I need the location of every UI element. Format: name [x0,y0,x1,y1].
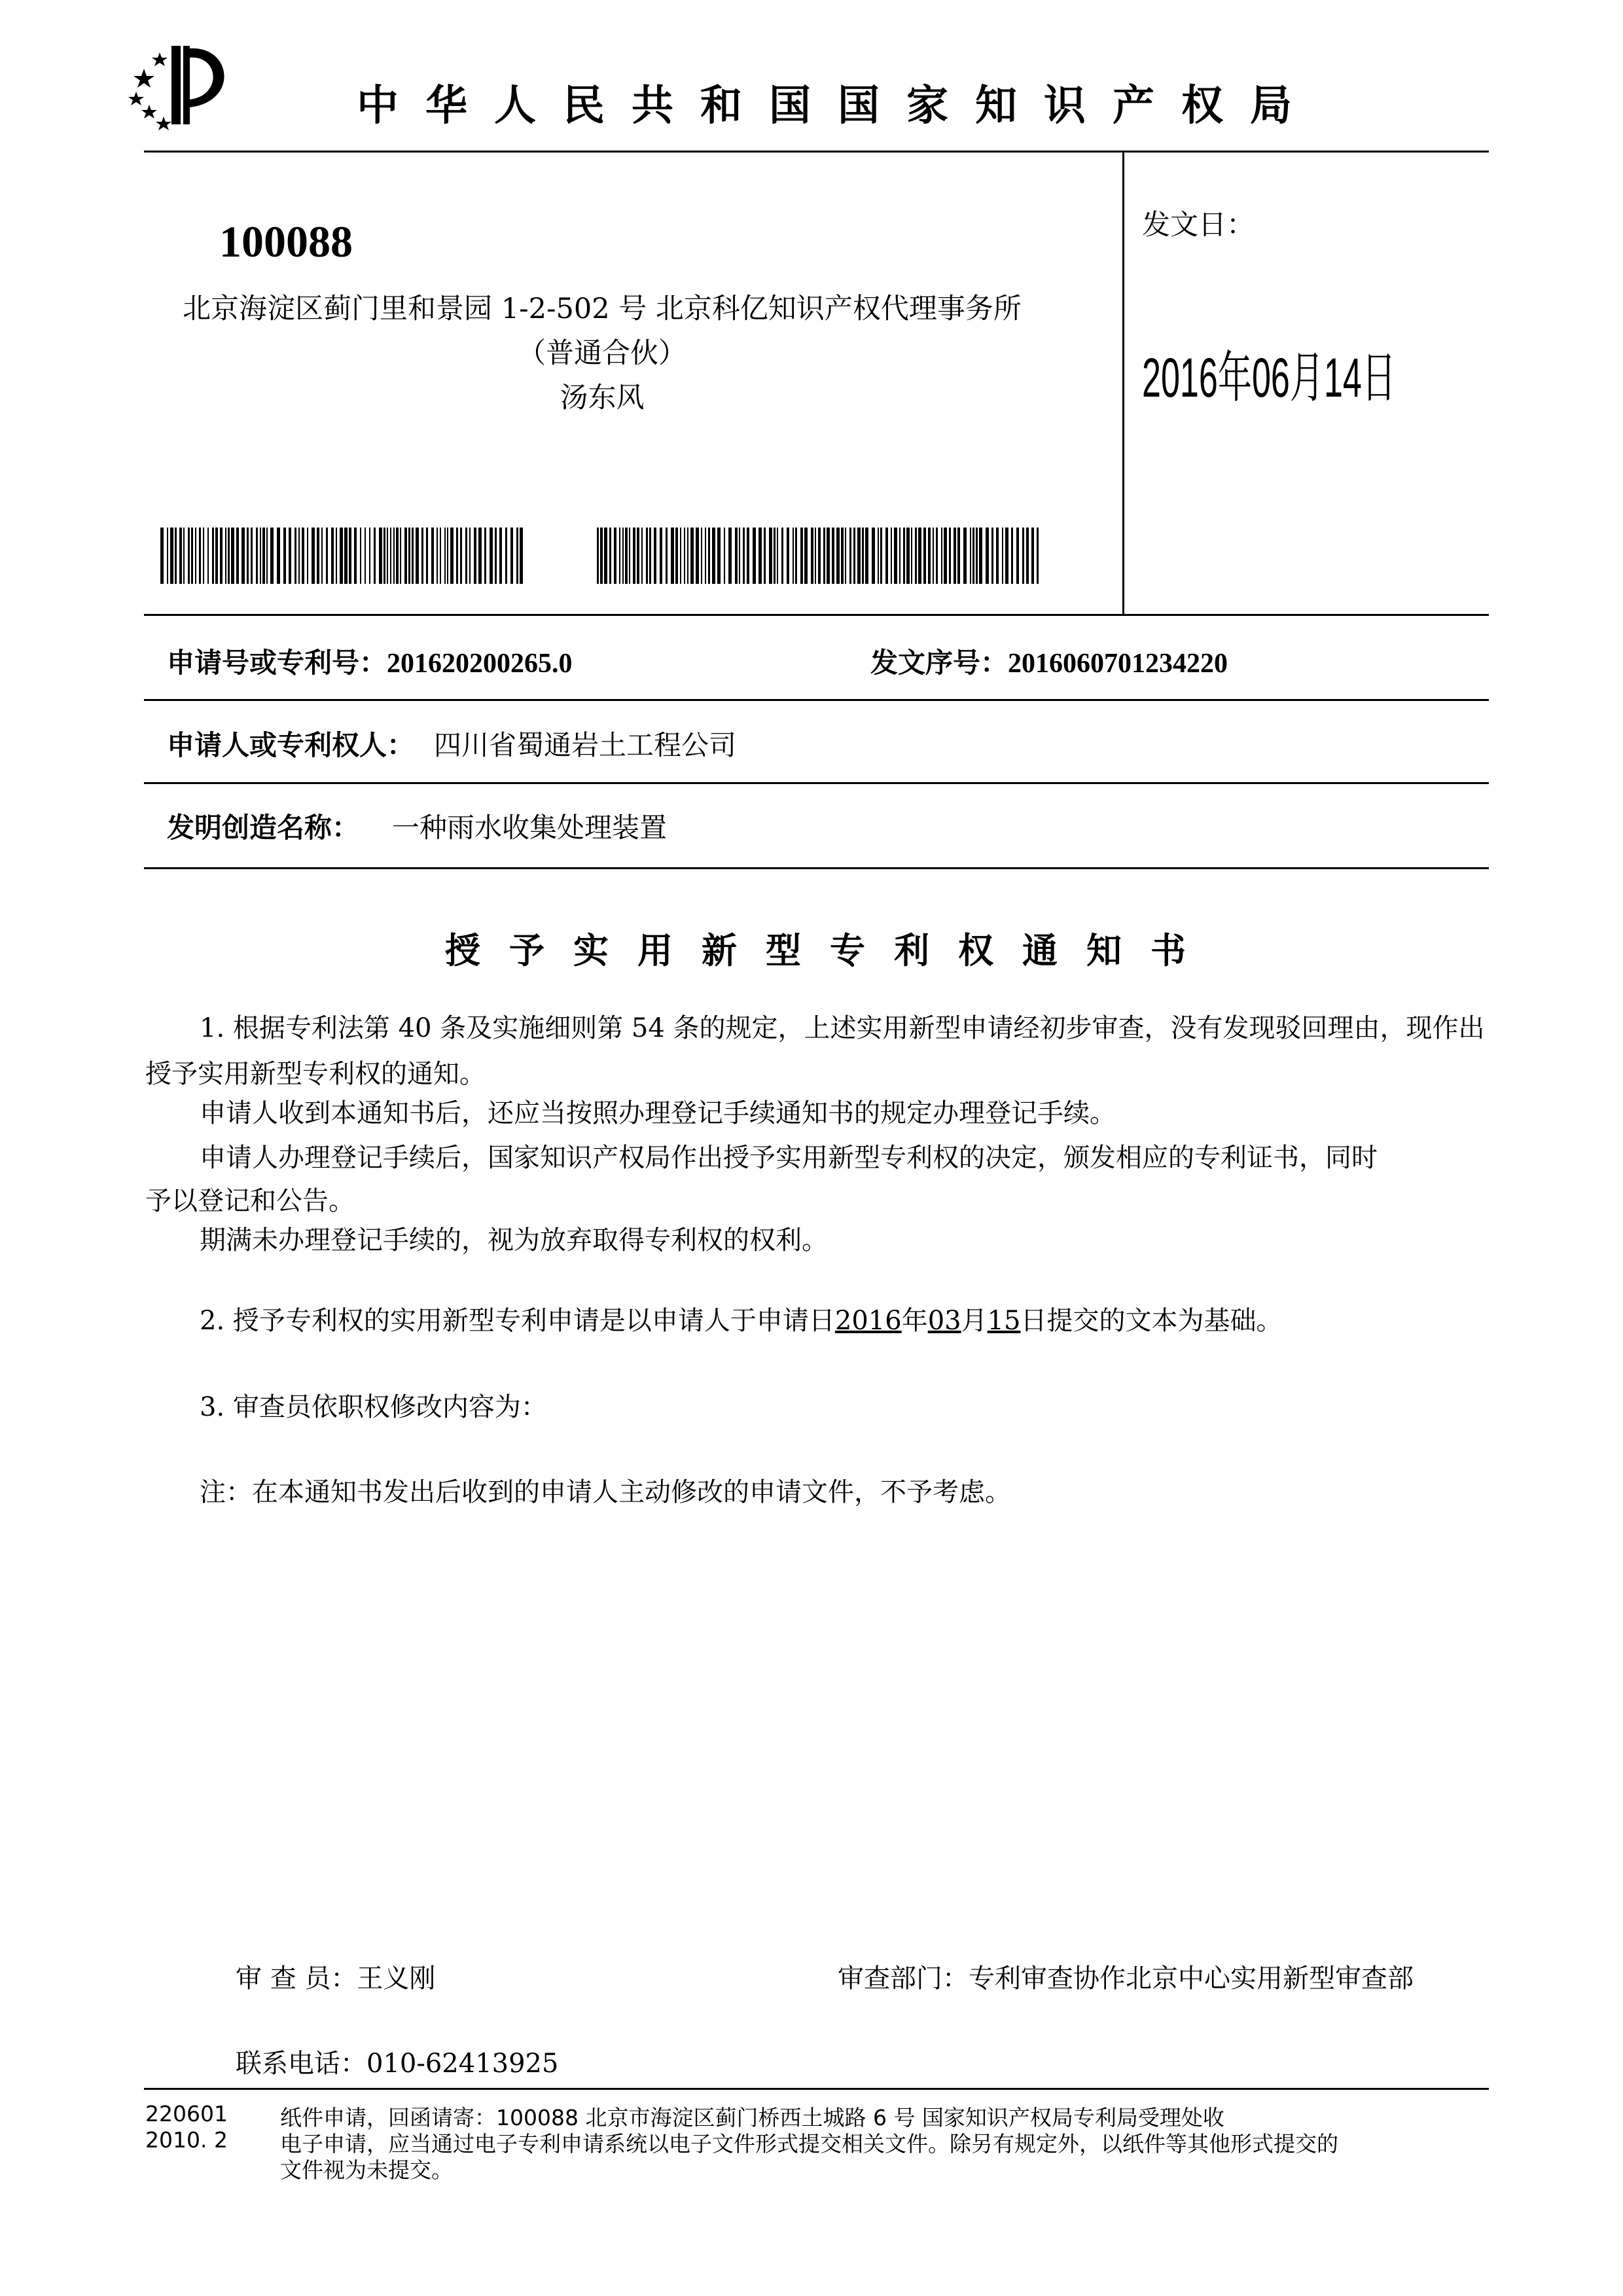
box-bottom-rule [144,614,1489,616]
barcode-bar [769,528,772,584]
barcode-bar [1002,528,1003,584]
barcode-bar [444,528,446,584]
barcode-bar [609,528,611,584]
barcode-bar [321,528,323,584]
barcode-bar [336,528,337,584]
barcode-bar [474,528,476,584]
barcode-bar [179,528,182,584]
barcode-bar [903,528,905,584]
barcode-bar [641,528,643,584]
barcode-bar [195,528,196,584]
barcode-bar [408,528,410,584]
barcode-bar [228,528,230,584]
barcode-bar [954,528,956,584]
barcode-bar [885,528,888,584]
barcode-bar [396,528,399,584]
recipient-address-line2: （普通合伙） [518,337,687,370]
barcode-bar [604,528,607,584]
barcode-bar [298,528,300,584]
barcode-bar [236,528,239,584]
recipient-address-line1: 北京海淀区蓟门里和景园 1-2-502 号 北京科亿知识产权代理事务所 [183,293,1022,325]
footer-rule [144,2088,1489,2090]
barcode-bar [374,528,376,584]
barcode-bar [183,528,185,584]
barcode-bar [307,528,308,584]
barcode-bar [774,528,776,584]
barcode-bar [949,528,951,584]
serial-number-field [870,641,1228,681]
barcode-bar [777,528,778,584]
barcode-bar [390,528,391,584]
footer-line-1: 纸件申请，回函请寄：100088 北京市海淀区蓟门桥西土城路 6 号 国家知识产权局专利局受理处收 [280,2105,1224,2130]
barcode-bar [991,528,993,584]
item-2-year-unit: 年 [901,1306,928,1336]
barcode-bar [880,528,882,584]
barcode-bar [469,528,471,584]
application-number-value: 201620200265.0 [387,649,573,679]
barcode-bar [862,528,864,584]
barcode-bar [646,528,648,584]
barcode-bar [660,528,662,584]
barcode-bar [170,528,173,584]
applicant-label: 申请人或专利权人： [167,729,415,761]
barcode-bar [225,528,226,584]
barcode-bar [1037,528,1039,584]
barcode-bar [212,528,214,584]
paragraph-2: 申请人收到本通知书后，还应当按照办理登记手续通知书的规定办理登记手续。 [200,1098,1116,1128]
field-rule-3 [144,867,1489,869]
barcode-bar [915,528,917,584]
barcode-bar [764,528,766,584]
barcode-bar [832,528,834,584]
barcode-bar [393,528,395,584]
barcode-bar [758,528,762,584]
item-2 [200,1298,1283,1344]
serial-number-value: 2016060701234220 [1008,649,1228,679]
barcode-bar [614,528,616,584]
barcode-bar [845,528,846,584]
paragraph-4: 期满未办理登记手续的，视为放弃取得专利权的权利。 [200,1225,828,1255]
barcode-bar [440,528,441,584]
barcode-bar [1031,528,1034,584]
barcode-bar [811,528,813,584]
barcode-bar [340,528,343,584]
barcode-bar [625,528,628,584]
footer-line-2: 电子申请，应当通过电子专利申请系统以电子文件形式提交相关文件。除另有规定外，以纸件等其他形式提交的 [280,2131,1338,2157]
barcode-bar [426,528,428,584]
barcode-bar [690,528,694,584]
barcode-bar [629,528,630,584]
barcode-bar [431,528,434,584]
barcode-bar [379,528,382,584]
sipo-logo-icon [118,39,242,131]
barcode-bar [460,528,462,584]
examiner: 审 查 员：王义刚 [236,1964,436,1994]
barcode-bar [270,528,274,584]
barcode-bar [256,528,258,584]
barcode-bar [894,528,897,584]
item-2-prefix: 2. 授予专利权的实用新型专利申请是以申请人于申请日 [200,1306,835,1336]
barcode-bar [465,528,467,584]
barcode-bar [600,528,603,584]
notice-title: 授予实用新型专利权通知书 [445,930,1215,971]
barcode-bar [836,528,840,584]
footer-line-3: 文件视为未提交。 [280,2157,453,2183]
barcode-bar [963,528,967,584]
barcode-bar [996,528,999,584]
barcode-bar [266,528,268,584]
item-3: 3. 审查员依职权修改内容为： [200,1392,547,1422]
barcode-bar [849,528,851,584]
barcode-bar [160,528,164,584]
barcode-bar [354,528,357,584]
barcode-bar [865,528,868,584]
barcode-bar [787,528,789,584]
barcode-bar [437,528,438,584]
barcode-bar [188,528,190,584]
barcode-bar [979,528,982,584]
barcode-bar [918,528,921,584]
barcode-bar [400,528,401,584]
item-2-suffix: 日提交的文本为基础。 [1020,1306,1283,1336]
barcode-bar [294,528,296,584]
barcode-bar [970,528,971,584]
recipient-name: 汤东风 [560,382,645,414]
barcode-bar [404,528,407,584]
barcode-bar [1005,528,1008,584]
barcode-bar [853,528,855,584]
barcode-bar [484,528,486,584]
barcode-bar [331,528,334,584]
contact-phone: 联系电话：010-62413925 [236,2049,559,2079]
barcode-bar [207,528,209,584]
barcode-bar [911,528,912,584]
barcode-bar [499,528,502,584]
barcode-bar [199,528,201,584]
barcode-bar [637,528,639,584]
barcode-bar [231,528,234,584]
barcode-bar [260,528,261,584]
barcode-bar [241,528,245,584]
date-column-divider [1122,151,1124,615]
barcode-bar [739,528,740,584]
barcode-bar [696,528,699,584]
barcode-bar [262,528,265,584]
barcode-bar [878,528,879,584]
barcode-bar [289,528,291,584]
barcode-bar [251,528,253,584]
form-code: 220601 [145,2101,228,2126]
barcode-bar [712,528,715,584]
barcode-bar [793,528,794,584]
barcode-bar [753,528,756,584]
barcode-bar [622,528,624,584]
barcode-bar [478,528,482,584]
barcode-bar [344,528,348,584]
barcode-bar [383,528,385,584]
dispatch-date: 2016年06月14日 [1142,347,1396,408]
barcode-bar [923,528,926,584]
barcode-bar [365,528,366,584]
barcode-bar [728,528,732,584]
barcode-bar [317,528,319,584]
barcode-bar [906,528,910,584]
paragraph-3-line-2: 予以登记和公告。 [145,1186,355,1216]
barcode-bar [671,528,674,584]
barcode-bar [800,528,803,584]
item-2-month-unit: 月 [961,1306,988,1336]
barcode-bar [705,528,706,584]
barcode-bar [167,528,168,584]
barcode-bar [747,528,749,584]
barcode-bar [957,528,960,584]
barcode-bar [191,528,193,584]
barcode-bar [654,528,656,584]
barcode-bar [815,528,816,584]
barcode-bar [597,528,599,584]
barcode-bar [456,528,458,584]
item-2-year: 2016 [834,1306,902,1336]
barcode-bar [717,528,721,584]
barcode-bar [203,528,204,584]
field-rule-2 [144,782,1489,784]
invention-value: 一种雨水收集处理装置 [392,812,668,844]
barcode-bar [827,528,830,584]
form-version: 2010. 2 [145,2127,228,2153]
recipient-postcode: 100088 [219,217,353,266]
barcode-bar [823,528,825,584]
barcode-bar [510,528,513,584]
barcode-bar [804,528,808,584]
barcode-bar [872,528,875,584]
barcode-bar [684,528,685,584]
barcode-bar [687,528,688,584]
barcode-bar [387,528,388,584]
barcode-bar [743,528,745,584]
barcode-bar [447,528,448,584]
barcode-bar [633,528,635,584]
barcode-bar [349,528,351,584]
barcode-bar [675,528,678,584]
barcode-bar [516,528,518,584]
barcode-bar [944,528,947,584]
barcode-bar [302,528,304,584]
header-rule [144,151,1489,152]
barcode-bar [412,528,414,584]
application-number-label: 申请号或专利号： [167,647,387,679]
barcode-bar [283,528,286,584]
barcode-bar [818,528,821,584]
barcode-bar [972,528,974,584]
item-2-day: 15 [987,1306,1021,1336]
barcode-bar [277,528,280,584]
barcode-bar [708,528,710,584]
barcode-bar [891,528,892,584]
barcode-bar [899,528,901,584]
barcode-bar [680,528,681,584]
barcode-right [597,528,1042,584]
barcode-bar [841,528,844,584]
barcode-bar [312,528,315,584]
barcode-bar [619,528,620,584]
barcode-bar [247,528,249,584]
barcode-bar [421,528,423,584]
applicant-field [167,724,736,763]
serial-number-label: 发文序号： [870,647,1008,679]
barcode-bar [175,528,177,584]
barcode-left [160,528,527,584]
item-2-month: 03 [927,1306,961,1336]
field-rule-1 [144,699,1489,701]
barcode-bar [781,528,783,584]
barcode-bar [666,528,668,584]
barcode-bar [933,528,934,584]
paragraph-1-line-2: 授予实用新型专利权的通知。 [145,1059,486,1089]
application-number-field [167,641,573,681]
barcode-bar [724,528,725,584]
applicant-value: 四川省蜀通岩土工程公司 [434,729,737,761]
barcode-bar [416,528,419,584]
barcode-bar [649,528,651,584]
barcode-bar [369,528,370,584]
barcode-bar [520,528,523,584]
barcode-bar [986,528,989,584]
barcode-bar [220,528,223,584]
barcode-bar [1011,528,1013,584]
barcode-bar [976,528,978,584]
barcode-bar [857,528,861,584]
barcode-bar [505,528,507,584]
barcode-bar [326,528,328,584]
paragraph-1-line-1: 1. 根据专利法第 40 条及实施细则第 54 条的规定，上述实用新型申请经初步审查，没有发现驳回理由，现作出 [200,1013,1485,1043]
invention-label: 发明创造名称： [167,812,360,844]
barcode-bar [936,528,938,584]
dispatch-date-label: 发文日： [1142,209,1255,242]
barcode-bar [495,528,497,584]
examining-department: 审查部门：专利审查协作北京中心实用新型审查部 [838,1964,1414,1994]
barcode-bar [1022,528,1024,584]
barcode-bar [490,528,493,584]
barcode-bar [795,528,797,584]
barcode-bar [215,528,218,584]
note: 注：在本通知书发出后收到的申请人主动修改的申请文件，不予考虑。 [200,1477,1011,1507]
agency-title: 中华人民共和国国家知识产权局 [357,82,1319,130]
barcode-bar [1016,528,1019,584]
barcode-bar [735,528,738,584]
barcode-bar [701,528,702,584]
paragraph-3-line-1: 申请人办理登记手续后，国家知识产权局作出授予实用新型专利权的决定，颁发相应的专利证书，同时 [200,1143,1378,1173]
invention-field [167,806,667,846]
barcode-bar [360,528,361,584]
barcode-bar [928,528,931,584]
barcode-bar [941,528,942,584]
barcode-bar [450,528,454,584]
barcode-bar [1026,528,1029,584]
